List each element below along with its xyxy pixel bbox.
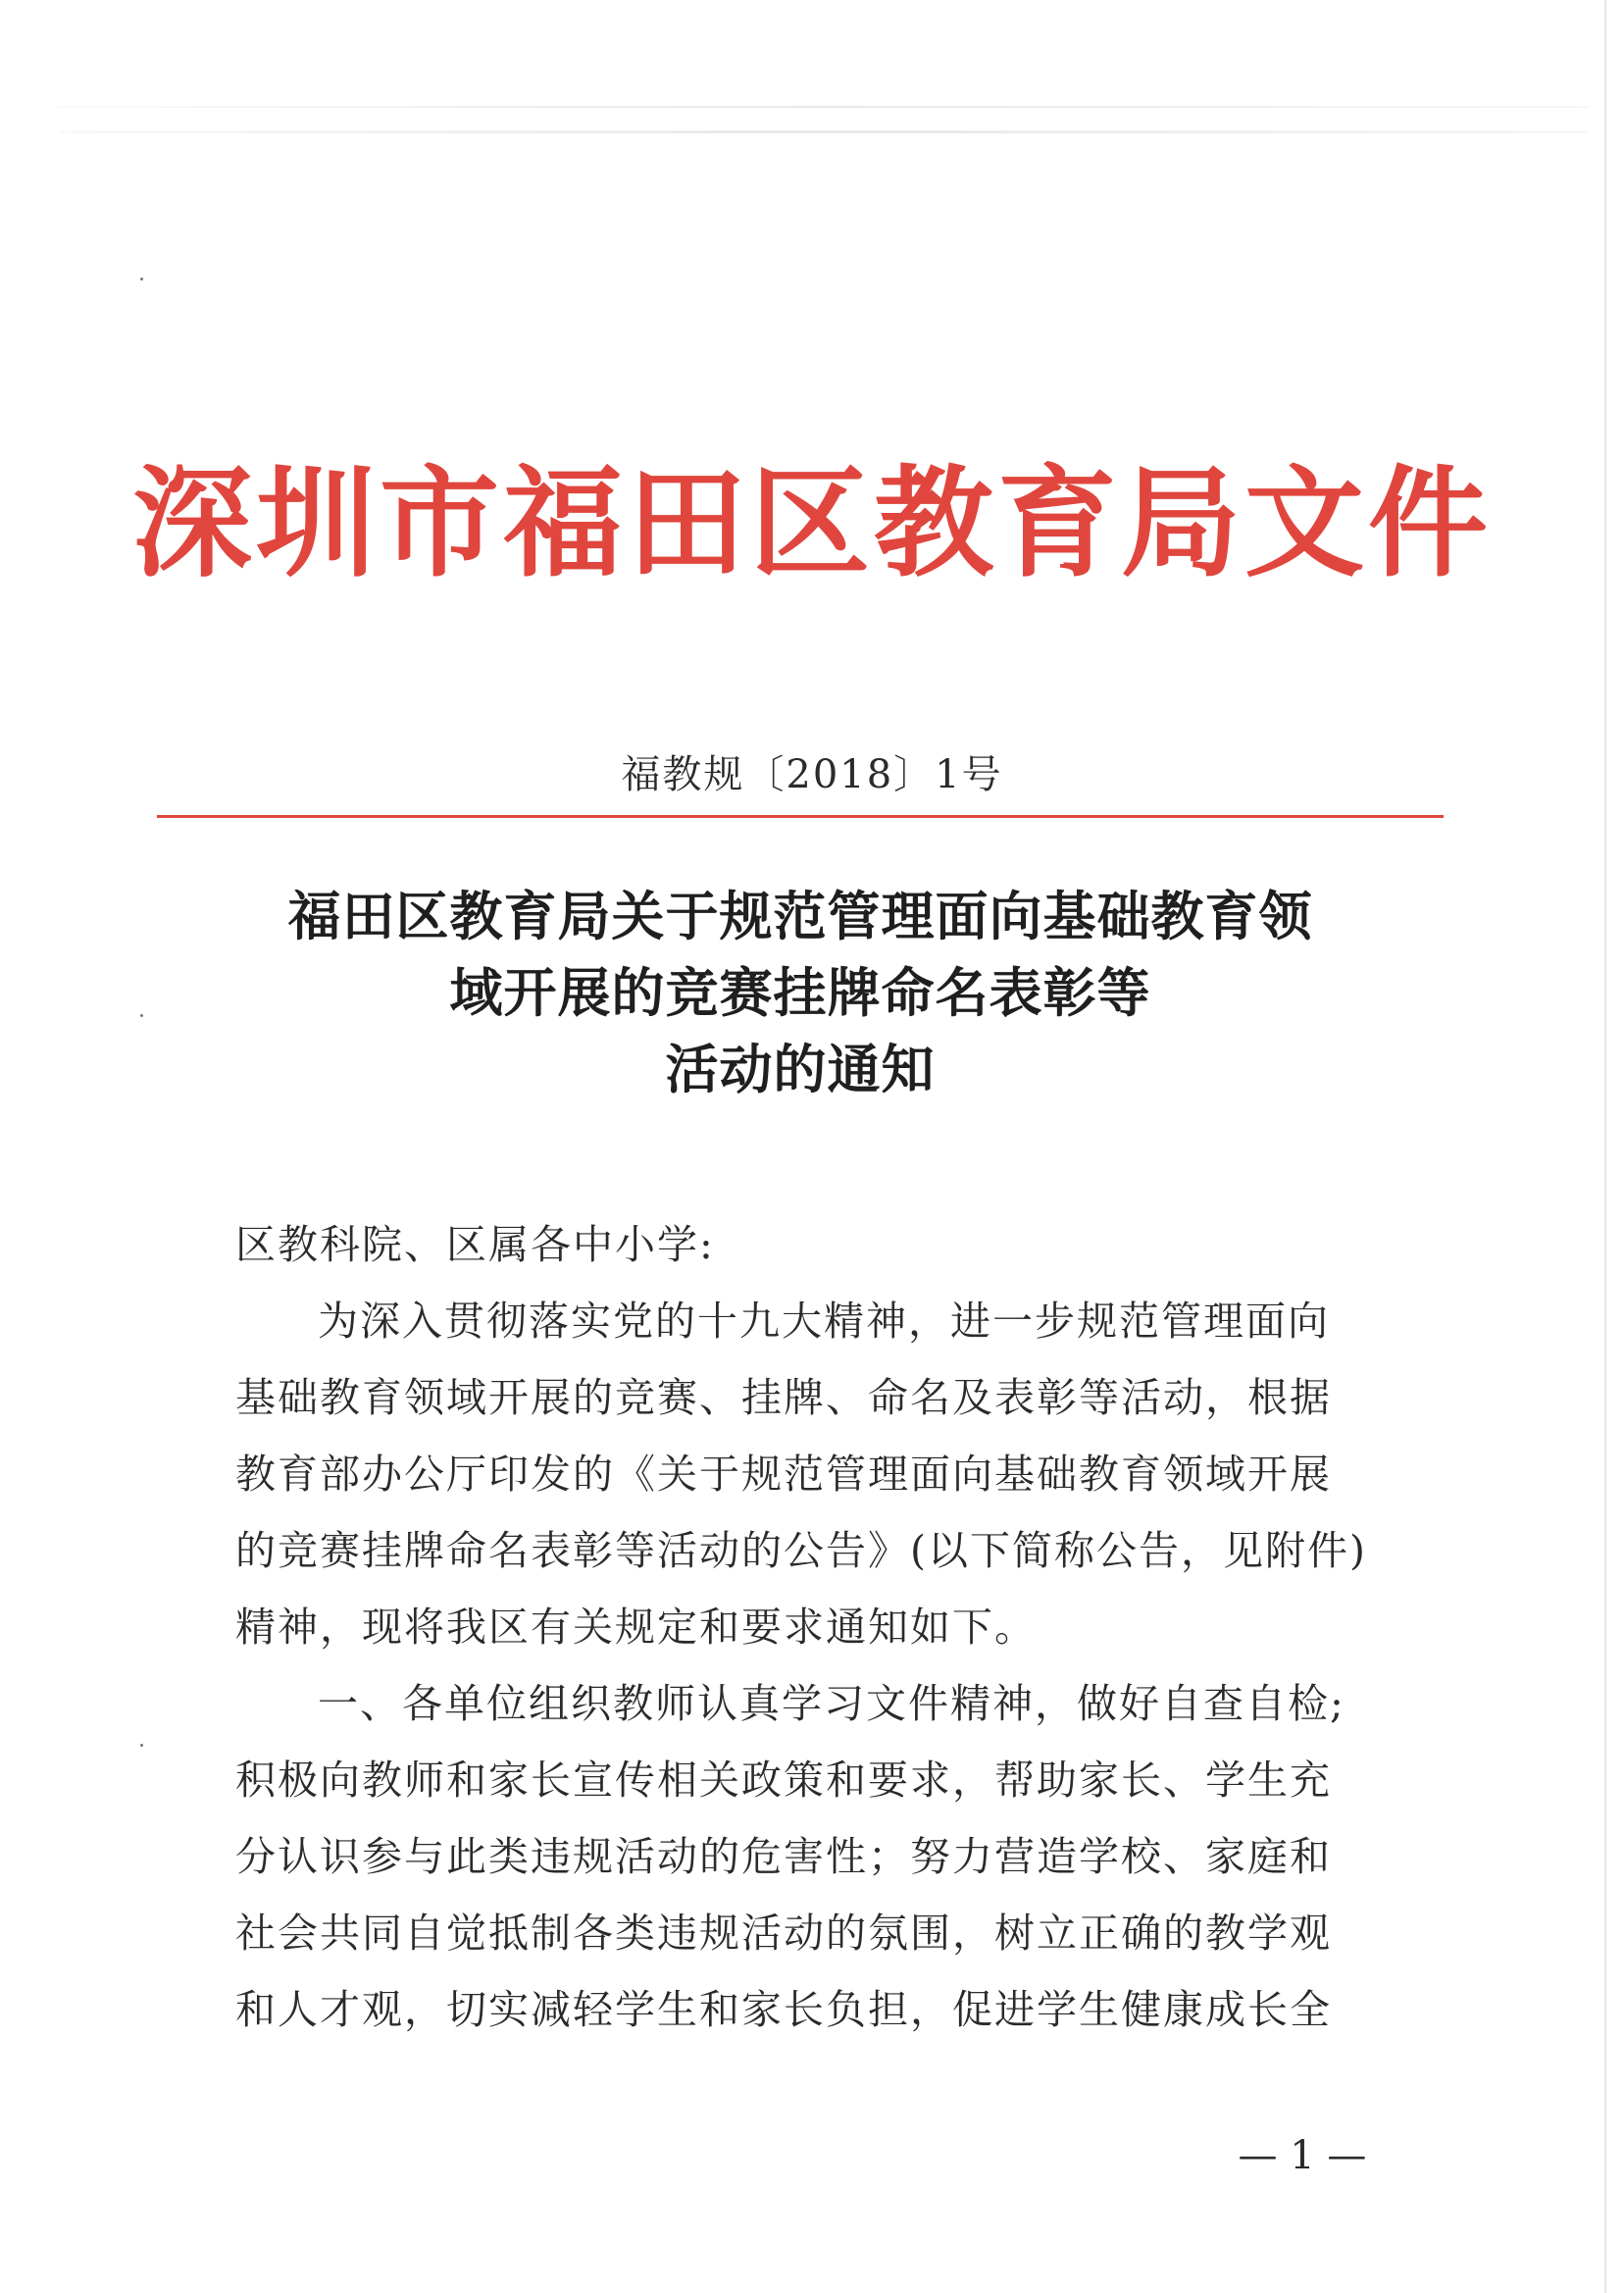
scan-dot bbox=[140, 1744, 143, 1747]
paragraph-line: 的竞赛挂牌命名表彰等活动的公告》(以下简称公告，见附件) bbox=[235, 1527, 1367, 1574]
scan-artifact-line bbox=[59, 130, 1589, 133]
paragraph-line: 为深入贯彻落实党的十九大精神，进一步规范管理面向 bbox=[318, 1298, 1330, 1345]
scan-dot bbox=[140, 1014, 143, 1017]
issuer-header-title: 深圳市福田区教育局文件 bbox=[132, 452, 1492, 593]
paragraph-line: 和人才观，切实减轻学生和家长负担，促进学生健康成长全 bbox=[235, 1986, 1332, 2033]
paragraph-line: 社会共同自觉抵制各类违规活动的氛围，树立正确的教学观 bbox=[235, 1910, 1332, 1957]
paragraph-line: 一、各单位组织教师认真学习文件精神，做好自查自检; bbox=[318, 1680, 1345, 1727]
addressee-line: 区教科院、区属各中小学: bbox=[235, 1221, 715, 1268]
notice-title bbox=[157, 878, 1444, 1107]
paragraph-line: 积极向教师和家长宣传相关政策和要求，帮助家长、学生充 bbox=[235, 1757, 1332, 1804]
scan-dot bbox=[140, 278, 143, 280]
notice-title-line: 福田区教育局关于规范管理面向基础教育领 bbox=[287, 885, 1313, 947]
paragraph-line: 基础教育领域开展的竞赛、挂牌、命名及表彰等活动，根据 bbox=[235, 1374, 1332, 1421]
document-number: 福教规〔2018〕1号 bbox=[621, 752, 1003, 797]
notice-title-line: 活动的通知 bbox=[665, 1038, 936, 1100]
scan-artifact-line bbox=[59, 106, 1589, 108]
paragraph-line: 分认识参与此类违规活动的危害性；努力营造学校、家庭和 bbox=[235, 1833, 1332, 1880]
notice-body bbox=[235, 1206, 1373, 2048]
paragraph-line: 教育部办公厅印发的《关于规范管理面向基础教育领域开展 bbox=[235, 1451, 1332, 1498]
scan-edge-line bbox=[1604, 0, 1606, 2293]
paragraph-line: 精神，现将我区有关规定和要求通知如下。 bbox=[235, 1604, 1037, 1651]
red-divider-rule bbox=[157, 815, 1444, 818]
notice-title-line: 域开展的竞赛挂牌命名表彰等 bbox=[449, 961, 1151, 1024]
page-number: — 1 — bbox=[1238, 2133, 1367, 2178]
